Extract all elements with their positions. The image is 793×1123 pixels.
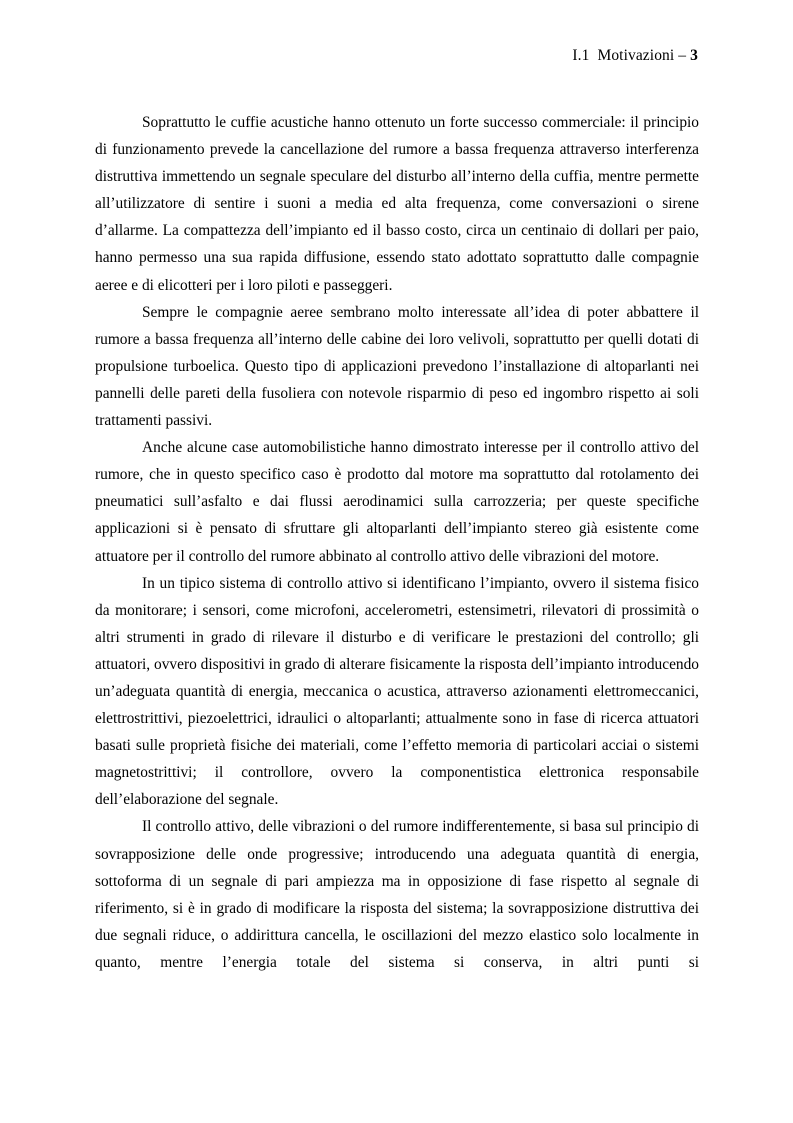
section-title: Motivazioni <box>597 47 675 64</box>
paragraph-headphones: Soprattutto le cuffie acustiche hanno ottenuto un forte successo commerciale: il principio di funzionamento prevede la cancellazione del rumore a bassa frequenza attraverso interferenza distruttiva immettendo un segnale speculare del disturbo all’interno della cuffia, mentre permette all’utilizzatore di sentire i suoni a media ed alta frequenza, come conversazioni o sirene d’allarme. La compattezza dell’impianto ed il basso costo, circa un centinaio di dollari per paio, hanno permesso una sua rapida diffusione, essendo stato adottato soprattutto dalle compagnie aeree e di elicotteri per i loro piloti e passeggeri. <box>95 114 699 294</box>
paragraph-automotive: Anche alcune case automobilistiche hanno dimostrato interesse per il controllo attivo del rumore, che in questo specifico caso è prodotto dal motore ma soprattutto dal rotolamento dei pneumatici sull’asfalto e dai flussi aerodinamici sulla carrozzeria; per queste specifiche applicazioni si è pensato di sfruttare gli altoparlanti dell’impianto stereo già esistente come attuatore per il controllo del rumore abbinato al controllo attivo delle vibrazioni del motore. <box>95 439 699 565</box>
section-number: I.1 <box>572 47 590 64</box>
body-text <box>95 109 699 976</box>
page-number: 3 <box>690 47 698 64</box>
paragraph-aircraft-cabins: Sempre le compagnie aeree sembrano molto interessate all’idea di poter abbattere il rumore a bassa frequenza all’interno delle cabine dei loro velivoli, soprattutto per quelli dotati di propulsione turboelica. Questo tipo di applicazioni prevedono l’installazione di altoparlanti nei pannelli delle pareti della fusoliera con notevole risparmio di peso ed ingombro rispetto ai soli trattamenti passivi. <box>95 303 699 430</box>
paragraph-control-system-components: In un tipico sistema di controllo attivo si identificano l’impianto, ovvero il sistema fisico da monitorare; i sensori, come microfoni, accelerometri, estensimetri, rilevatori di prossimità o altri strumenti in grado di rilevare il disturbo e di verificare le prestazioni del controllo; gli attuatori, ovvero dispositivi in grado di alterare fisicamente la risposta dell’impianto introducendo un’adeguata quantità di energia, meccanica o acustica, attraverso azionamenti elettromeccanici, elettrostrittivi, piezoelettrici, idraulici o altoparlanti; attualmente sono in fase di ricerca attuatori basati sulle proprietà fisiche dei materiali, come l’effetto memoria di particolari acciai o sistemi magnetostrittivi; il controllore, ovvero la componentistica elettronica responsabile dell’elaborazione del segnale. <box>95 574 699 809</box>
running-header <box>572 47 698 65</box>
header-separator: – <box>678 47 687 64</box>
paragraph-superposition-principle: Il controllo attivo, delle vibrazioni o del rumore indifferentemente, si basa sul principio di sovrapposizione delle onde progressive; introducendo una adeguata quantità di energia, sottoforma di un segnale di pari ampiezza ma in opposizione di fase rispetto al segnale di riferimento, si è in grado di modificare la risposta del sistema; la sovrapposizione distruttiva dei due segnali riduce, o addirittura cancella, le oscillazioni del mezzo elastico solo localmente in quanto, mentre l’energia totale del sistema si conserva, in altri punti si <box>95 818 699 971</box>
